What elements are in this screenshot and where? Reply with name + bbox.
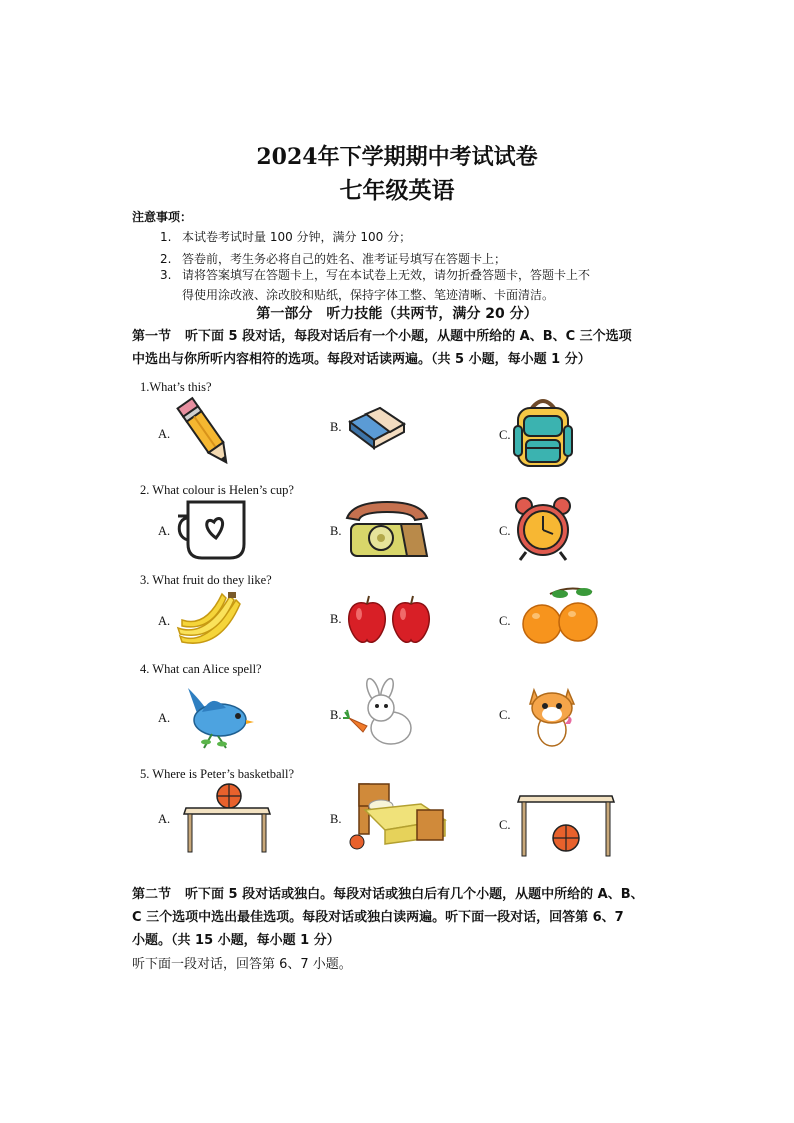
option-a-label: A. [158, 427, 171, 441]
option-b-label: B. [330, 524, 342, 538]
question-2-stem: 2. What colour is Helen’s cup? [140, 483, 294, 497]
alarm-clock-icon [514, 496, 572, 562]
section1-line1: 听下面 5 段对话，每段对话后有一个小题，从题中所给的 A、B、C 三个选项 [185, 329, 632, 344]
ball-under-table-icon [518, 794, 614, 858]
section1-label: 第一节 [132, 329, 172, 344]
option-b-label: B. [330, 812, 342, 826]
rabbit-icon [343, 678, 423, 746]
banana-icon [176, 590, 244, 648]
section2-sub-instruction: 听下面一段对话，回答第 6、7 小题。 [132, 957, 352, 972]
option-c-label: C. [499, 818, 511, 832]
pencil-icon [172, 395, 238, 470]
telephone-icon [343, 498, 431, 560]
section2-line1: 听下面 5 段对话或独白。每段对话或独白后有几个小题，从题中所给的 A、B、 [185, 887, 644, 902]
section2-line2: C 三个选项中选出最佳选项。每段对话或独白读两遍。听下面一段对话，回答第 6、7 [132, 910, 624, 925]
cup-icon [174, 498, 254, 562]
section2-line3: 小题。（共 15 小题，每小题 1 分） [132, 933, 340, 948]
section1-instructions [132, 325, 672, 371]
notice-item-text: 本试卷考试时量 100 分钟，满分 100 分； [182, 230, 412, 244]
option-c-label: C. [499, 524, 511, 538]
notice-item-number: 3. [160, 268, 172, 282]
ball-on-table-icon [184, 782, 270, 854]
notice-heading: 注意事项： [132, 210, 193, 224]
option-b-label: B. [330, 420, 342, 434]
option-c-label: C. [499, 614, 511, 628]
notice-item-text: 得使用涂改液、涂改胶和贴纸，保持字体工整、笔迹清晰、卡面清洁。 [182, 288, 555, 302]
question-4-stem: 4. What can Alice spell? [140, 662, 262, 676]
eraser-icon [346, 404, 408, 452]
section1-line2: 中选出与你所听内容相符的选项。每段对话读两遍。（共 5 小题，每小题 1 分） [132, 352, 591, 367]
exam-title: 2024年下学期期中考试试卷 [256, 144, 538, 170]
section2-label: 第二节 [132, 887, 172, 902]
notice-item [160, 264, 590, 286]
ball-under-bed-icon [345, 780, 453, 850]
question-5-stem: 5. Where is Peter’s basketball? [140, 767, 295, 781]
part1-title: 第一部分 听力技能（共两节，满分 20 分） [256, 306, 538, 322]
section2-instructions [132, 883, 672, 952]
notice-item-text: 答卷前，考生务必将自己的姓名、准考证号填写在答题卡上； [182, 252, 507, 266]
backpack-icon [512, 396, 574, 470]
option-a-label: A. [158, 812, 171, 826]
orange-icon [520, 586, 602, 646]
notice-item-number: 1. [160, 230, 172, 244]
exam-subtitle: 七年级英语 [339, 177, 455, 204]
notice-item [160, 226, 411, 248]
question-1-stem: 1.What’s this? [140, 380, 212, 394]
apple-icon [345, 594, 433, 646]
notice-item-text: 请将答案填写在答题卡上，写在本试卷上无效，请勿折叠答题卡，答题卡上不 [182, 268, 591, 282]
option-b-label: B. [330, 708, 342, 722]
option-a-label: A. [158, 614, 171, 628]
option-a-label: A. [158, 711, 171, 725]
question-3-stem: 3. What fruit do they like? [140, 573, 272, 587]
option-c-label: C. [499, 708, 511, 722]
option-a-label: A. [158, 524, 171, 538]
cat-icon [524, 680, 580, 748]
bird-icon [182, 682, 254, 752]
option-b-label: B. [330, 612, 342, 626]
notice-item-number: 2. [160, 252, 172, 266]
option-c-label: C. [499, 428, 511, 442]
